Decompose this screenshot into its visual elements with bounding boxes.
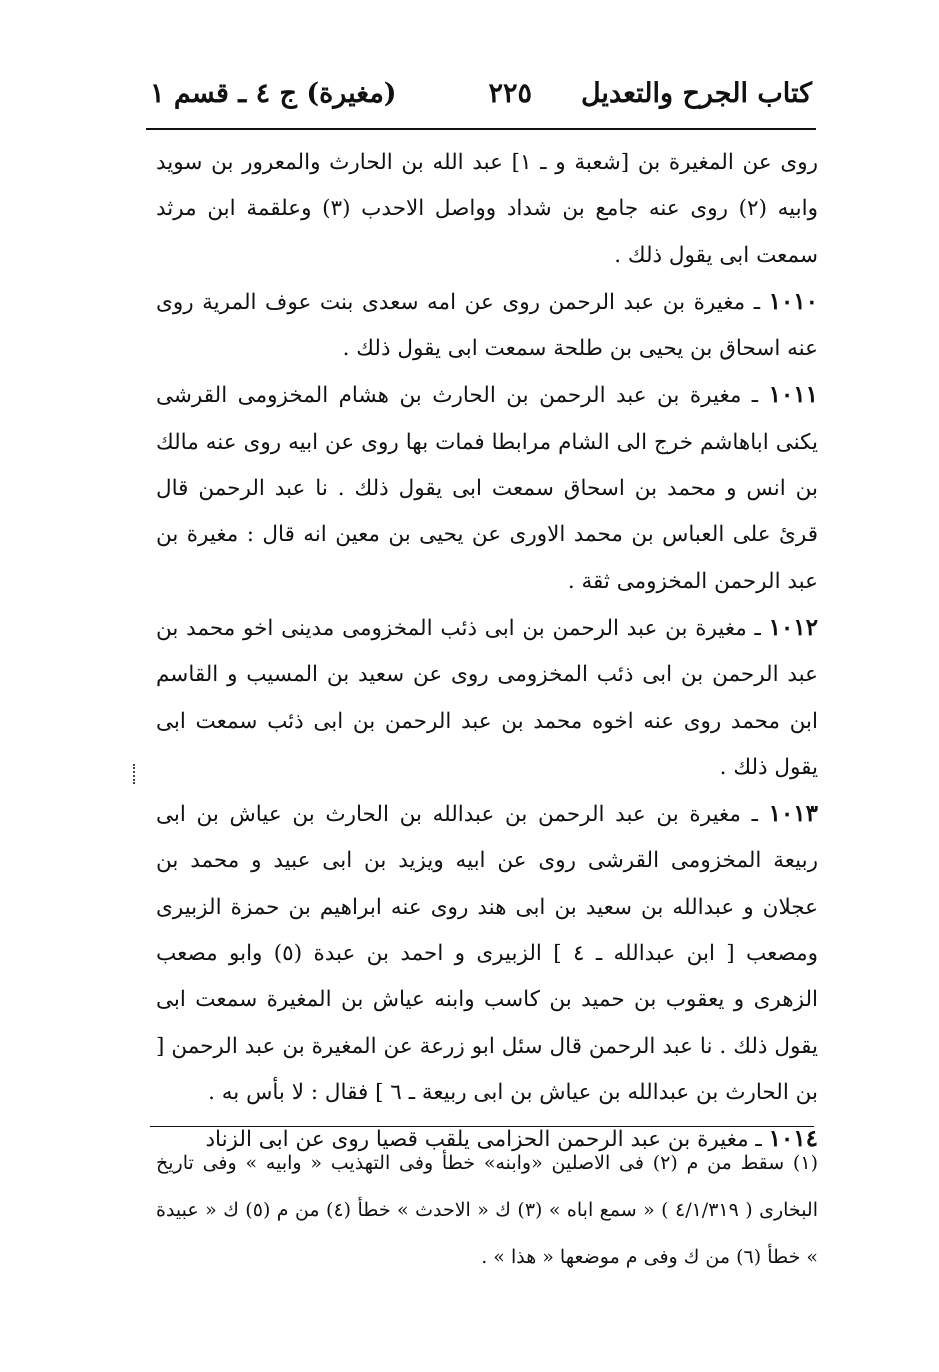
entry-text: ـ مغيرة بن عبد الرحمن بن الحارث بن هشام المخزومى القرشى يكنى اباهاشم خرج الى الشام مرابطا فمات بها روى عن ابيه روى عنه مالك بن انس و محمد بن اسحاق سمعت ابى يقول ذلك . نا عبد الرحمن قال قرئ على العباس بن محمد الاورى عن يحيى بن معين انه قال : مغيرة بن عبد الرحمن المخزومى ثقة . (156, 383, 818, 594)
entry-number: ١٠١٣ (768, 800, 818, 828)
entry-text: ـ مغيرة بن عبد الرحمن الحزامى يلقب قصيا روى عن ابى الزناد (205, 1127, 762, 1153)
entry-text: ـ مغيرة بن عبد الرحمن روى عن امه سعدى بنت عوف المرية روى عنه اسحاق بن يحيى بن طلحة سمعت ابى يقول ذلك . (156, 289, 818, 362)
entry-text: روى عن المغيرة بن [شعبة و ـ ١] عبد الله بن الحارث والمعرور بن سويد وابيه (٢) روى عنه جامع بن شداد وواصل الاحدب (٣) وعلقمة ابن مرثد سمعت ابى يقول ذلك . (156, 150, 819, 268)
entry-1010 (156, 279, 818, 373)
margin-mark (133, 764, 137, 784)
running-header (150, 72, 812, 128)
main-text (156, 140, 819, 1153)
footnote-rule (150, 1126, 814, 1127)
entry-number: ١٠١٠ (768, 287, 818, 315)
entry-number: ١٠١١ (768, 381, 818, 409)
entry-number: ١٠١٢ (768, 613, 818, 641)
page-number: ٢٢٥ (488, 78, 532, 109)
entry-text: ـ مغيرة بن عبد الرحمن بن عبدالله بن الحارث بن عياش بن ابى ربيعة المخزومى القرشى روى عن ابيه ويزيد بن ابى عبيد و محمد بن عجلان و عبدالله بن سعيد بن ابى هند روى عنه ابراهيم بن حمزة الزبيرى ومصعب [ ابن عبدالله ـ ٤ ] الزبيرى و احمد بن عبدة (٥) وابو مصعب الزهرى و يعقوب بن حميد بن كاسب وابنه عياش بن المغيرة سمعت ابى يقول ذلك . نا عبد الرحمن قال سئل ابو زرعة عن المغيرة بن عبد الرحمن [ بن الحارث بن عبدالله بن عياش بن ابى ربيعة ـ ٦ ] فقال : لا بأس به . (156, 802, 819, 1105)
entry-number: ١٠١٤ (768, 1125, 818, 1153)
footnotes (156, 1140, 818, 1281)
entry-1012 (156, 605, 818, 791)
entry-1013 (156, 791, 818, 1116)
section-label: (مغيرة) ج ٤ ـ قسم ١ (150, 78, 397, 109)
book-title: كتاب الجرح والتعديل (580, 78, 812, 109)
header-rule (146, 128, 816, 130)
footnotes-text: (١) سقط من م (٢) فى الاصلين «وابنه» خطأ وفى التهذيب « وابيه » وفى تاريخ البخارى ( ٤/١/٣١٩ ) « سمع اباه » (٣) ك « الاحدث » خطأ (٤) من م (٥) ك « عبيدة » خطأ (٦) من ك وفى م موضعها « هذا » . (156, 1152, 818, 1268)
entry-1011 (156, 372, 818, 604)
entry-text: ـ مغيرة بن عبد الرحمن بن ابى ذئب المخزومى مدينى اخو محمد بن عبد الرحمن بن ابى ذئب المخزومى روى عن سعيد بن المسيب و القاسم ابن محمد روى عنه اخوه محمد بن عبد الرحمن بن ابى ذئب سمعت ابى يقول ذلك . (156, 615, 818, 780)
entry-continuation (156, 140, 818, 279)
